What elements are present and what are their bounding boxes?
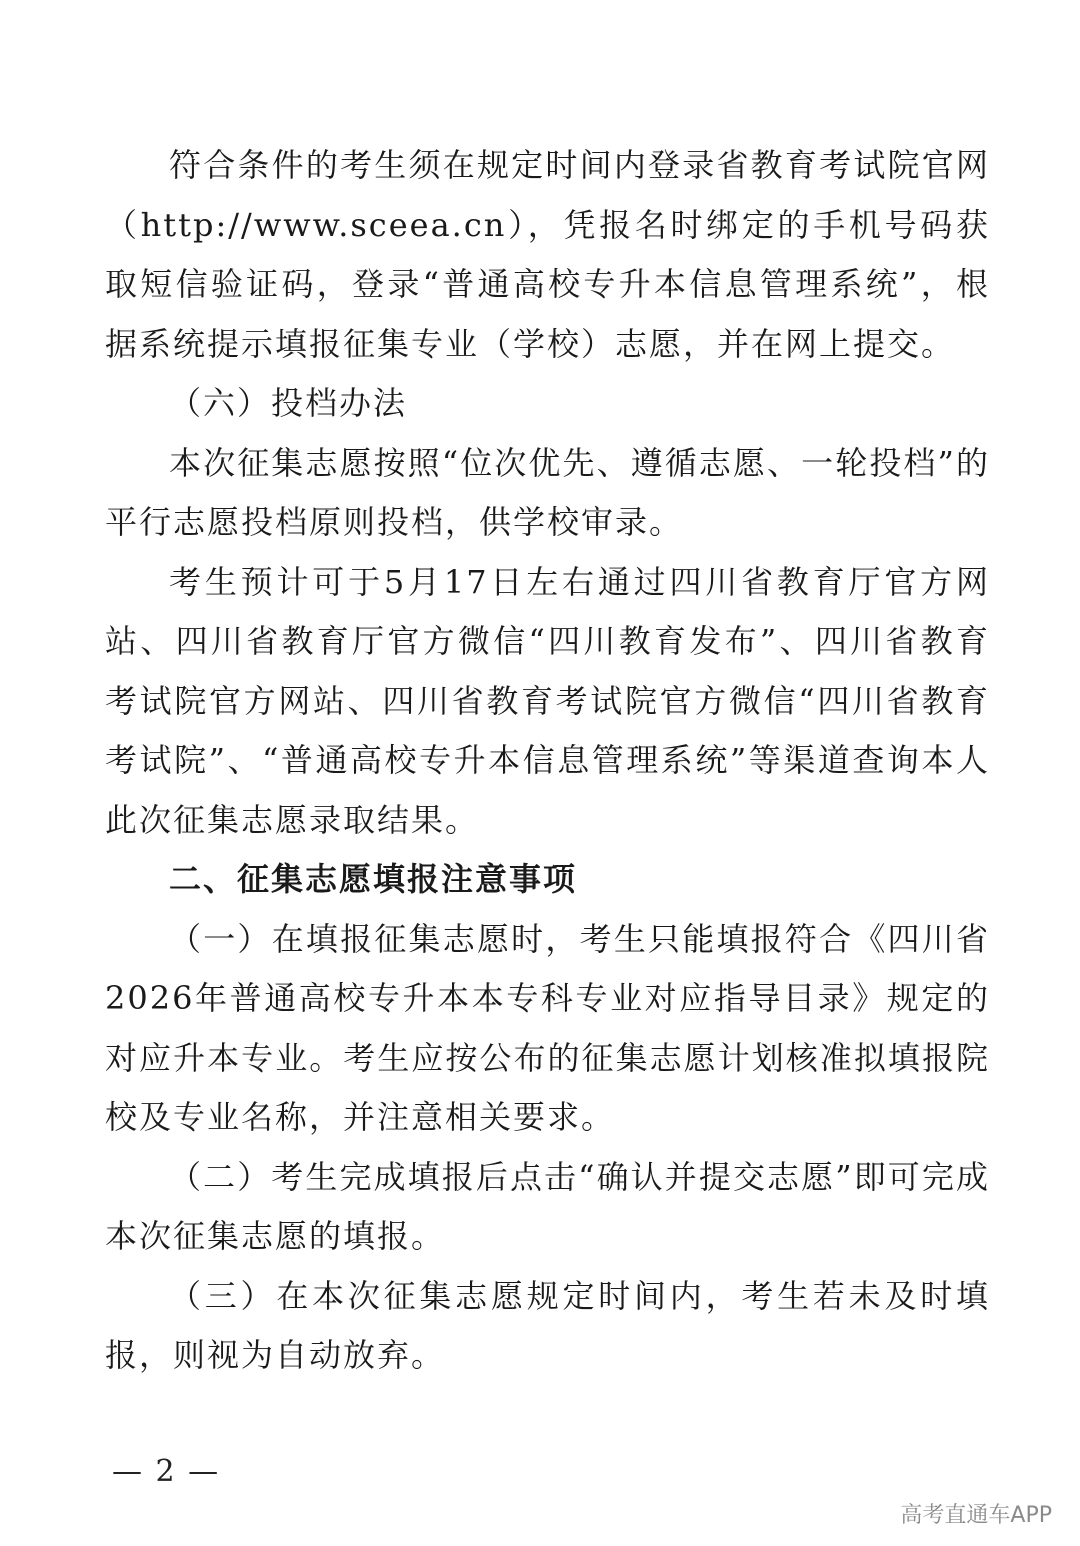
watermark: 高考直通车APP bbox=[900, 1503, 1052, 1528]
page-number: — 2 — bbox=[112, 1454, 221, 1489]
paragraph-admission-principle: 本次征集志愿按照“位次优先、遵循志愿、一轮投档”的平行志愿投档原则投档，供学校审录。 bbox=[105, 443, 990, 541]
document-body bbox=[105, 136, 990, 1386]
paragraph-login-instructions: 符合条件的考生须在规定时间内登录省教育考试院官网（http://www.sceea.cn），凭报名时绑定的手机号码获取短信验证码，登录“普通高校专升本信息管理系统”，根据系统提示填报征集专业（学校）志愿，并在网上提交。 bbox=[105, 146, 990, 363]
section-heading-notes: 二、征集志愿填报注意事项 bbox=[169, 860, 578, 898]
section-heading-admission-method: （六）投档办法 bbox=[169, 384, 408, 422]
paragraph-result-query: 考生预计可于5月17日左右通过四川省教育厅官方网站、四川省教育厅官方微信“四川教育发布”、四川省教育考试院官方网站、四川省教育考试院官方微信“四川省教育考试院”、“普通高校专升本信息管理系统”等渠道查询本人此次征集志愿录取结果。 bbox=[105, 562, 990, 839]
paragraph-note-1: （一）在填报征集志愿时，考生只能填报符合《四川省2026年普通高校专升本本专科专业对应指导目录》规定的对应升本专业。考生应按公布的征集志愿计划核准拟填报院校及专业名称，并注意相关要求。 bbox=[105, 919, 990, 1136]
paragraph-note-3: （三）在本次征集志愿规定时间内，考生若未及时填报，则视为自动放弃。 bbox=[105, 1276, 990, 1374]
paragraph-note-2: （二）考生完成填报后点击“确认并提交志愿”即可完成本次征集志愿的填报。 bbox=[105, 1157, 990, 1255]
